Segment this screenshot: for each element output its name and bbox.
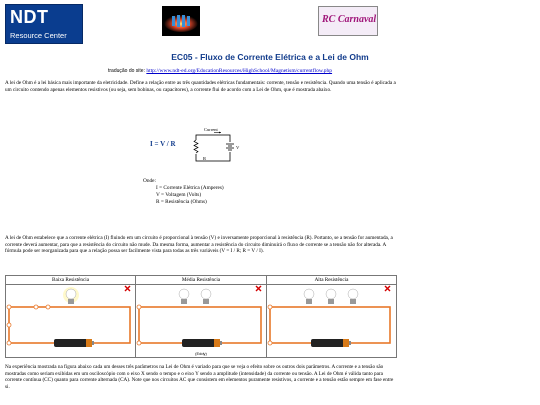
rc-logo-text: RC Carnaval xyxy=(322,14,377,25)
circuit-wire-high xyxy=(270,307,390,343)
light-bulb-icon xyxy=(179,289,189,304)
close-icon xyxy=(125,286,130,291)
experiment-paragraph: Na experiência mostrada na figura abaixo cada um desses três parâmetros na Lei de Ohm é variado para que se veja o efeito sobre os outros dois parâmetros. A corrente e a tensão são mostradas como seriam exibidas em um osciloscópio com o eixo X sendo o tempo e o eixo Y sendo a amplitude (intensidade) da corrente ou tensão. A Lei de Ohm é válida tanto para corrente contínua (CC) quanto para corrente alternada (CA). Note que nos circuitos AC que consistem em elementos puramente resistivos, a corrente e a tensão estão sempre em fase entre si. xyxy=(5,364,394,390)
light-bulb-icon xyxy=(63,287,79,304)
header-banner-image xyxy=(162,6,200,36)
ohms-law-formula: I = V / R xyxy=(150,140,176,148)
high-resistance-circuit xyxy=(267,285,396,357)
page-title: EC05 - Fluxo de Corrente Elétrica e a Lei de Ohm xyxy=(171,52,369,62)
ndt-logo-subtext: Resource Center xyxy=(10,31,67,40)
variable-definitions xyxy=(143,178,224,206)
resistor-label: R xyxy=(203,156,207,161)
light-bulb-icon xyxy=(348,289,358,304)
circuit-wire-medium xyxy=(139,307,261,343)
circuit-wire-low xyxy=(9,307,130,343)
close-icon xyxy=(385,286,390,291)
close-icon xyxy=(256,286,261,291)
low-resistance-circuit xyxy=(6,285,135,357)
definition-resistance: R = Resistência (Ohms) xyxy=(156,199,207,205)
battery-caption: (Eddy) xyxy=(195,351,207,356)
medium-resistance-circuit xyxy=(136,285,266,357)
light-bulb-icon xyxy=(326,289,336,304)
panel-high-resistance xyxy=(267,276,396,357)
circuit-diagram xyxy=(190,126,250,170)
panel-medium-resistance xyxy=(136,276,267,357)
definition-current: I = Corrente Elétrica (Amperes) xyxy=(156,185,224,191)
circuit-wire xyxy=(196,135,230,161)
battery-icon xyxy=(182,339,222,347)
rc-carnaval-logo[interactable] xyxy=(318,6,378,36)
ndt-resource-center-logo[interactable] xyxy=(5,4,83,44)
voltage-label: V xyxy=(236,145,240,150)
panel-label-medium: Média Resistência xyxy=(136,276,266,285)
onde-label: Onde: xyxy=(143,178,156,184)
battery-icon xyxy=(54,339,94,347)
panel-low-resistance xyxy=(6,276,136,357)
definition-voltage: V = Voltagem (Volts) xyxy=(156,192,202,198)
current-arrow-head xyxy=(219,132,221,134)
panel-label-low: Baixa Resistência xyxy=(6,276,135,285)
battery-icon xyxy=(311,339,351,347)
ndt-logo-text: NDT xyxy=(10,7,49,27)
source-link[interactable]: http://www.ndt-ed.org/EducationResources/HighSchool/Magnetism/currentflow.php xyxy=(146,68,333,74)
translation-note xyxy=(108,68,332,74)
light-bulb-icon xyxy=(304,289,314,304)
intro-paragraph: A lei de Ohm é a lei básica mais importante da eletricidade. Define a relação entre as três quantidades elétricas fundamentais: corrente, tensão e resistência. Quando uma tensão é aplicada a um circuito contendo apenas elementos resistivos (ou seja, sem bobinas, ou capacitores), a corrente flui de acordo com a Lei de Ohm, que é mostrada abaixo. xyxy=(5,80,396,93)
explanation-paragraph: A lei de Ohm estabelece que a corrente elétrica (I) fluindo em um circuito é proporcional à tensão (V) e inversamente proporcional à resistência (R). Portanto, se a tensão for aumentada, a corrente deverá aumentar, para que a resistência do circuito não mude. Da mesma forma, aumentar a resistência do circuito diminuirá o fluxo de corrente se a tensão não for alterada. A fórmula pode ser reorganizada para que a relação possa ser facilmente vista para todas as três variáveis (V = I / R; R = V / I). xyxy=(5,235,393,255)
panel-label-high: Alta Resistência xyxy=(267,276,396,285)
translation-label: tradução do site: xyxy=(108,68,145,74)
current-label: Current xyxy=(204,127,218,132)
light-bulb-icon xyxy=(201,289,211,304)
resistance-comparison-panels xyxy=(5,275,397,358)
